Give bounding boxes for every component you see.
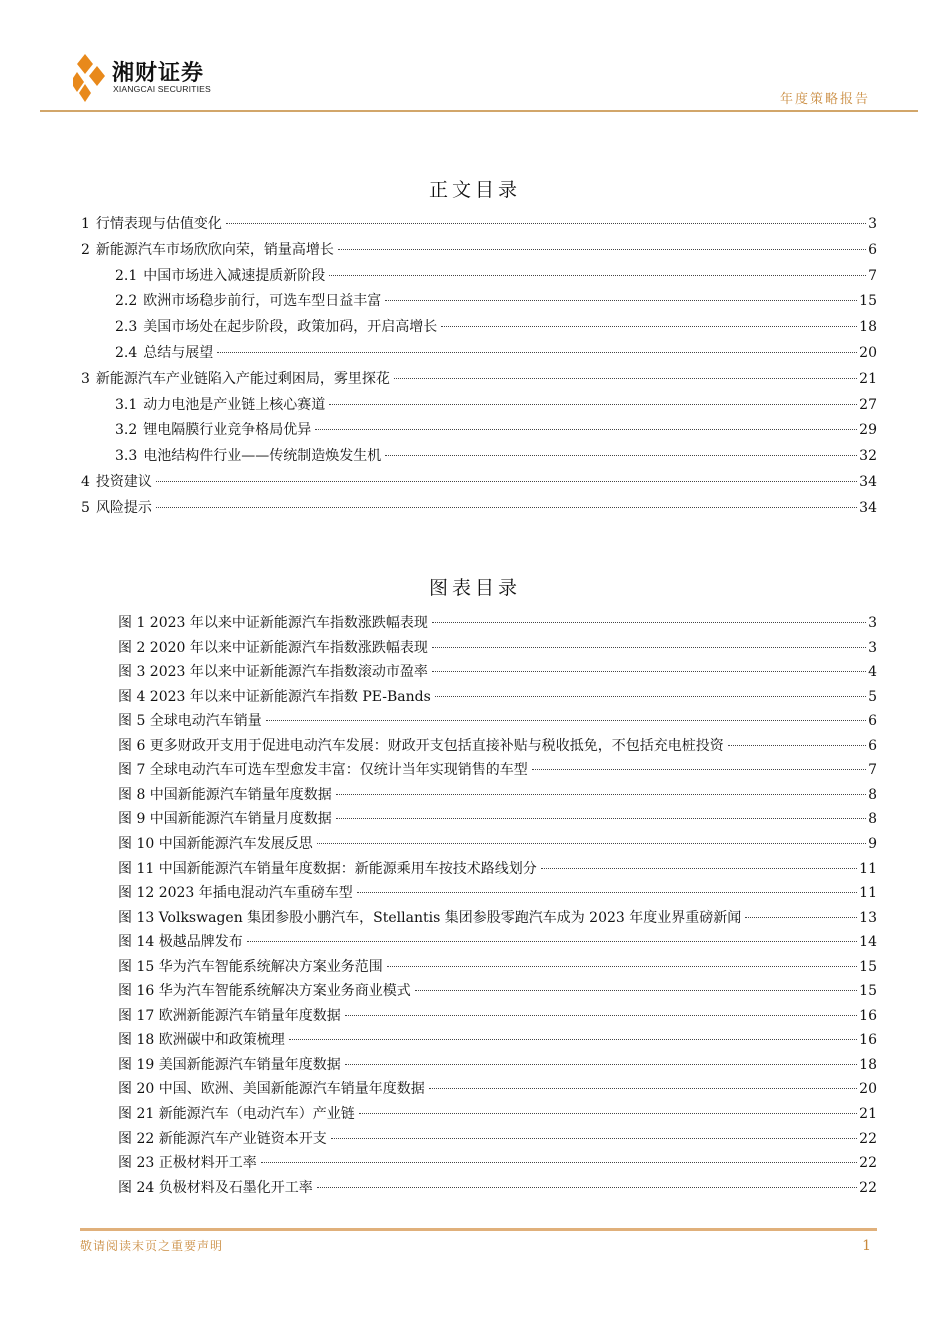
toc-entry[interactable] (115, 289, 877, 313)
toc-entry-page: 21 (859, 370, 877, 387)
dot-leader (226, 223, 866, 224)
dot-leader (261, 1162, 857, 1163)
toc-entry[interactable] (118, 930, 877, 954)
toc-entry-title: 图 8 中国新能源汽车销量年度数据 (118, 786, 332, 803)
dot-leader (541, 868, 857, 869)
dot-leader (385, 300, 857, 301)
toc-entry-page: 15 (859, 983, 877, 1000)
dot-leader (336, 794, 866, 795)
toc-entry[interactable] (115, 444, 877, 468)
dot-leader (345, 1064, 857, 1065)
toc-entry-page: 15 (859, 293, 877, 310)
toc-entry-page: 9 (868, 835, 877, 852)
toc-entry-title: 图 6 更多财政开支用于促进电动汽车发展：财政开支包括直接补贴与税收抵免，不包括充电桩投资 (118, 737, 724, 754)
toc-entry-page: 3 (868, 615, 877, 631)
toc-entry-title: 新能源汽车市场欣欣向荣，销量高增长 (95, 241, 334, 258)
toc-entry-page: 32 (859, 448, 877, 465)
toc-entry-title: 图 11 中国新能源汽车销量年度数据：新能源乘用车按技术路线划分 (118, 860, 537, 877)
toc-entry[interactable] (118, 1151, 877, 1175)
toc-entry-title: 图 2 2020 年以来中证新能源汽车指数涨跌幅表现 (118, 639, 428, 656)
dot-leader (217, 352, 857, 353)
toc-entry[interactable] (118, 660, 877, 684)
toc-entry[interactable] (118, 906, 877, 930)
toc-entry[interactable] (81, 496, 877, 520)
dot-leader (745, 917, 857, 918)
toc-entry-number: 3.3 (115, 448, 138, 465)
toc-entry-page: 14 (859, 934, 877, 951)
toc-entry-page: 4 (868, 664, 877, 681)
toc-entry-title: 中国市场进入减速提质新阶段 (143, 267, 326, 284)
toc-entry-title: 美国市场处在起步阶段，政策加码，开启高增长 (143, 319, 438, 336)
toc-entry-number: 1 (81, 216, 90, 232)
toc-entry[interactable] (118, 709, 877, 733)
toc-entry[interactable] (118, 783, 877, 807)
dot-leader (317, 1187, 857, 1188)
toc-entry-page: 8 (868, 811, 877, 828)
dot-leader (532, 769, 866, 770)
toc-entry-title: 图 12 2023 年插电混动汽车重磅车型 (118, 885, 353, 902)
toc-entry[interactable] (81, 238, 877, 262)
toc-entry[interactable] (118, 979, 877, 1003)
toc-entry-title: 锂电隔膜行业竞争格局优异 (143, 422, 312, 439)
toc-entry-page: 27 (859, 396, 877, 413)
toc-entry[interactable] (118, 1004, 877, 1028)
dot-leader (394, 378, 857, 379)
toc-entry[interactable] (118, 1127, 877, 1151)
dot-leader (315, 429, 857, 430)
toc-entry-page: 3 (868, 216, 877, 232)
toc-entry-title: 图 13 Volkswagen 集团参股小鹏汽车，Stellantis 集团参股零跑汽车成为 2023 年度业界重磅新闻 (118, 909, 742, 926)
toc-entry-page: 6 (868, 737, 877, 754)
toc-entry[interactable] (118, 807, 877, 831)
page-header (0, 0, 950, 115)
toc-entry-page: 20 (859, 1081, 877, 1098)
toc-entry-page: 22 (859, 1130, 877, 1147)
toc-entry-page: 7 (868, 762, 877, 779)
company-name-cn: 湘财证券 (112, 61, 205, 86)
xiangcai-logo-icon (73, 52, 105, 102)
dot-leader (415, 990, 857, 991)
toc-entry[interactable] (118, 1028, 877, 1052)
toc-entry[interactable] (81, 470, 877, 494)
toc-entry[interactable] (81, 367, 877, 391)
dot-leader (435, 696, 866, 697)
toc-entry-page: 11 (859, 885, 877, 902)
toc-entry-title: 图 22 新能源汽车产业链资本开支 (118, 1130, 327, 1147)
toc-entry[interactable] (118, 1053, 877, 1077)
toc-entry-page: 16 (859, 1007, 877, 1024)
toc-entry[interactable] (118, 955, 877, 979)
dot-leader (247, 941, 857, 942)
toc-entry[interactable] (115, 418, 877, 442)
toc-entry[interactable] (118, 685, 877, 709)
main-toc-title: 正文目录 (428, 179, 521, 201)
dot-leader (156, 481, 857, 482)
toc-entry[interactable] (118, 881, 877, 905)
toc-entry[interactable] (115, 393, 877, 417)
toc-entry-number: 2.3 (115, 319, 138, 336)
dot-leader (336, 818, 866, 819)
toc-entry-title: 图 19 美国新能源汽车销量年度数据 (118, 1056, 341, 1073)
toc-entry[interactable] (118, 1077, 877, 1101)
toc-entry-number: 2 (81, 241, 90, 258)
toc-entry-page: 21 (859, 1106, 877, 1122)
toc-entry-page: 22 (859, 1179, 877, 1196)
toc-entry[interactable] (115, 315, 877, 339)
toc-entry-page: 8 (868, 786, 877, 803)
dot-leader (289, 1039, 857, 1040)
toc-entry-title: 图 7 全球电动汽车可选车型愈发丰富：仅统计当年实现销售的车型 (118, 762, 528, 779)
toc-entry-title: 图 10 中国新能源汽车发展反思 (118, 835, 313, 852)
dot-leader (429, 1088, 857, 1089)
dot-leader (385, 455, 857, 456)
toc-entry-number: 2.1 (115, 267, 138, 284)
toc-entry-title: 图 15 华为汽车智能系统解决方案业务范围 (118, 958, 383, 975)
toc-entry-page: 34 (859, 474, 877, 490)
toc-entry-number: 3.1 (115, 396, 138, 413)
toc-entry-title: 图 3 2023 年以来中证新能源汽车指数滚动市盈率 (118, 664, 428, 681)
dot-leader (359, 1113, 857, 1114)
toc-entry-title: 图 1 2023 年以来中证新能源汽车指数涨跌幅表现 (118, 615, 428, 631)
toc-entry-title: 欧洲市场稳步前行，可选车型日益丰富 (143, 293, 382, 310)
disclaimer-note: 敬请阅读末页之重要声明 (80, 1239, 224, 1253)
toc-entry-page: 3 (868, 639, 877, 656)
toc-entry-title: 图 4 2023 年以来中证新能源汽车指数 PE-Bands (118, 688, 431, 705)
toc-entry-title: 图 17 欧洲新能源汽车销量年度数据 (118, 1007, 341, 1024)
toc-entry-page: 22 (859, 1155, 877, 1172)
toc-entry[interactable] (118, 1102, 877, 1126)
company-name-en: XIANGCAI SECURITIES (113, 84, 211, 94)
dot-leader (432, 647, 866, 648)
toc-entry-title: 图 18 欧洲碳中和政策梳理 (118, 1032, 285, 1049)
toc-entry-number: 3.2 (115, 422, 138, 439)
toc-entry-title: 图 5 全球电动汽车销量 (118, 713, 262, 730)
toc-entry-title: 图 23 正极材料开工率 (118, 1155, 257, 1172)
toc-entry-page: 18 (859, 319, 877, 336)
dot-leader (728, 745, 866, 746)
toc-entry-number: 5 (81, 499, 90, 516)
toc-entry-number: 2.4 (115, 345, 138, 361)
dot-leader (338, 249, 866, 250)
toc-entry[interactable] (115, 341, 877, 365)
toc-entry-title: 图 14 极越品牌发布 (118, 934, 243, 951)
page-number: 1 (862, 1238, 871, 1254)
toc-entry-title: 图 9 中国新能源汽车销量月度数据 (118, 811, 332, 828)
toc-entry-title: 图 24 负极材料及石墨化开工率 (118, 1179, 313, 1196)
document-type: 年度策略报告 (779, 92, 870, 107)
toc-entry-title: 总结与展望 (143, 345, 214, 361)
dot-leader (329, 275, 866, 276)
toc-entry-page: 15 (859, 958, 877, 975)
toc-entry-title: 图 20 中国、欧洲、美国新能源汽车销量年度数据 (118, 1081, 425, 1098)
toc-entry-title: 动力电池是产业链上核心赛道 (143, 396, 326, 413)
dot-leader (266, 720, 866, 721)
toc-entry-number: 4 (81, 474, 90, 490)
toc-entry-page: 11 (859, 860, 877, 877)
toc-entry-number: 2.2 (115, 293, 138, 310)
toc-entry-title: 投资建议 (95, 474, 152, 490)
dot-leader (329, 404, 857, 405)
toc-entry-title: 新能源汽车产业链陷入产能过剩困局，雾里探花 (95, 370, 390, 387)
toc-entry-page: 16 (859, 1032, 877, 1049)
header-divider (40, 110, 918, 112)
toc-entry[interactable] (118, 832, 877, 856)
toc-entry-page: 18 (859, 1056, 877, 1073)
toc-entry-title: 图 16 华为汽车智能系统解决方案业务商业模式 (118, 983, 411, 1000)
dot-leader (331, 1138, 857, 1139)
toc-entry[interactable] (118, 636, 877, 660)
toc-entry-page: 6 (868, 713, 877, 730)
toc-entry-page: 7 (868, 267, 877, 284)
toc-entry-page: 5 (868, 688, 877, 705)
toc-entry-title: 图 21 新能源汽车（电动汽车）产业链 (118, 1106, 355, 1122)
toc-entry-title: 行情表现与估值变化 (95, 216, 222, 232)
toc-entry[interactable] (115, 264, 877, 288)
toc-entry-page: 29 (859, 422, 877, 439)
toc-entry-page: 20 (859, 345, 877, 361)
dot-leader (156, 507, 857, 508)
dot-leader (317, 843, 866, 844)
dot-leader (432, 622, 866, 623)
toc-entry[interactable] (118, 734, 877, 758)
dot-leader (432, 671, 866, 672)
toc-entry[interactable] (118, 857, 877, 881)
toc-entry-title: 风险提示 (95, 499, 152, 516)
toc-entry[interactable] (118, 1176, 877, 1200)
toc-entry-page: 6 (868, 241, 877, 258)
figure-toc-title: 图表目录 (428, 577, 521, 599)
footer-divider (80, 1228, 877, 1231)
toc-entry[interactable] (81, 212, 877, 236)
toc-entry-page: 34 (859, 499, 877, 516)
toc-entry[interactable] (118, 611, 877, 635)
dot-leader (441, 326, 857, 327)
dot-leader (357, 892, 857, 893)
toc-entry-number: 3 (81, 370, 90, 387)
dot-leader (387, 966, 857, 967)
toc-entry-title: 电池结构件行业——传统制造焕发生机 (143, 448, 382, 465)
toc-entry[interactable] (118, 758, 877, 782)
dot-leader (345, 1015, 857, 1016)
toc-entry-page: 13 (859, 909, 877, 926)
